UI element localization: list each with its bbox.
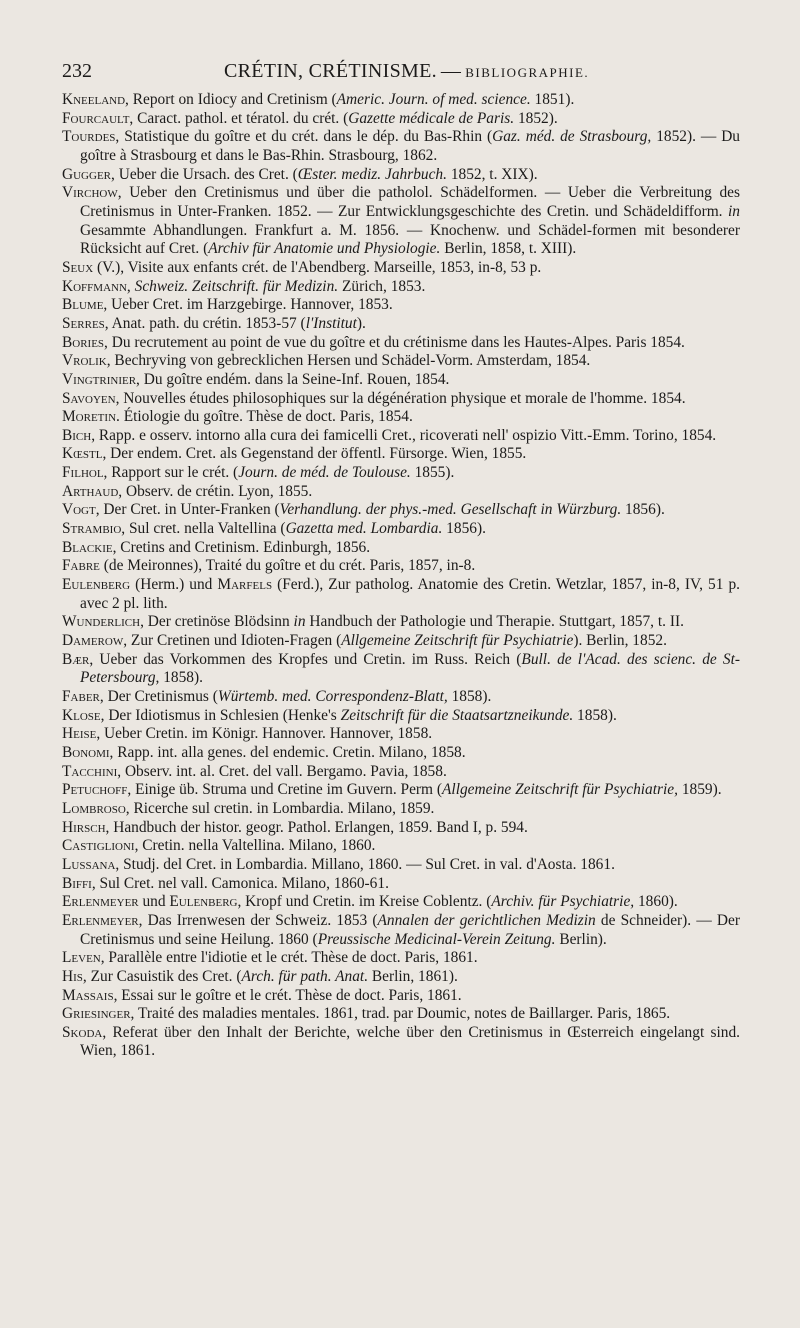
entry-author: Erlenmeyer xyxy=(62,893,139,911)
entry-text: Caract. pathol. et tératol. du crét. ( xyxy=(133,109,349,127)
entry-author: Blackie, xyxy=(62,538,117,556)
bibliography-entry xyxy=(62,91,740,110)
bibliography-entry xyxy=(62,987,740,1006)
entry-tail: Gesammte Abhandlungen. Frankfurt a. M. 1856. — Knochenw. und Schädel-formen mit besonderer Rücksicht auf Cret. ( xyxy=(80,221,740,258)
entry-text: Sul cret. nella Valtellina ( xyxy=(125,520,286,538)
entry-text: Der endem. Cret. als Gegenstand der öffentl. Fürsorge. Wien, 1855. xyxy=(106,445,527,463)
entry-journal: Archiv. für Psychiatrie, xyxy=(491,893,635,911)
entry-text: Ueber die Ursach. des Cret. ( xyxy=(114,165,298,183)
bibliography-entry xyxy=(62,856,740,875)
entry-tail: 1859). xyxy=(677,781,722,799)
entry-author: Eulenberg xyxy=(62,576,131,594)
entry-journal: Gazetta med. Lombardia. xyxy=(285,520,443,538)
entry-author: Fabre xyxy=(62,557,100,575)
bibliography-entry xyxy=(62,166,740,185)
bibliography-entry xyxy=(62,968,740,987)
entry-author: Skoda, xyxy=(62,1023,107,1041)
bibliography-entry xyxy=(62,483,740,502)
bibliography-entry xyxy=(62,688,740,707)
entry-text: (Herm.) und xyxy=(130,576,218,594)
entry-author: Bories, xyxy=(62,333,108,351)
entry-journal: Gazette médicale de Paris. xyxy=(348,109,515,127)
entry-text: Der Idiotismus in Schlesien (Henke's xyxy=(104,706,341,724)
entry-text: Observ. de crétin. Lyon, 1855. xyxy=(122,482,313,500)
entry-tail: 1852). — Du goître à Strasbourg et dans le Bas-Rhin. Strasbourg, 1862. xyxy=(80,128,741,164)
bibliography-entry xyxy=(62,110,740,129)
bibliography-entry xyxy=(62,464,740,483)
entry-text: Das Irrenwesen der Schweiz. 1853 ( xyxy=(142,911,378,929)
bibliography-entry xyxy=(62,259,740,278)
running-title xyxy=(224,60,589,83)
entry-author: Gugger, xyxy=(62,165,115,183)
entry-author: Moretin. xyxy=(62,408,120,426)
entry-tail: 1852). xyxy=(514,109,558,127)
entry-text: Studj. del Cret. in Lombardia. Millano, 1860. — Sul Cret. in val. d'Aosta. 1861. xyxy=(119,855,615,873)
entry-journal: Bull. de l'Acad. des scienc. de St-Petersbourg, xyxy=(80,650,741,687)
entry-journal: Journ. de méd. de Toulouse. xyxy=(238,464,411,482)
entry-text: Du goître endém. dans la Seine-Inf. Rouen, 1854. xyxy=(139,370,450,388)
entry-text: Ueber den Cretinismus und über die patholol. Schädelformen. — Ueber die Verbreitung des Cretinismus in Unter-Franken. 1852. — Zur Entwicklungsgeschichte des Cretin. und Schädeldifform. xyxy=(80,184,740,220)
entry-author: His, xyxy=(62,967,87,985)
bibliography-entry xyxy=(62,278,740,297)
entry-journal: Zeitschrift für die Staatsartzneikunde. xyxy=(340,706,574,724)
entry-author: Leven, xyxy=(62,949,105,967)
entry-tail: 1856). xyxy=(442,520,486,538)
entry-text: Du recrutement au point de vue du goître et du crétinisme dans les Hautes-Alpes. Paris 1854. xyxy=(107,333,685,351)
entry-text: Der Cretinismus ( xyxy=(103,688,218,705)
bibliography-entry xyxy=(62,651,740,688)
entry-author: Massais, xyxy=(62,986,118,1004)
bibliography-entry xyxy=(62,613,740,632)
bibliography-entry xyxy=(62,949,740,968)
bibliography-entry xyxy=(62,725,740,744)
entry-text: Cretins and Cretinism. Edinburgh, 1856. xyxy=(116,538,371,556)
entry-text: Zur Cretinen und Idioten-Fragen ( xyxy=(127,632,342,650)
entry-text: Anat. path. du crétin. 1853-57 ( xyxy=(108,314,306,332)
bibliography-entry xyxy=(62,352,740,371)
entry-journal: in xyxy=(728,202,740,220)
bibliography-entry xyxy=(62,781,740,800)
entry-author: Hirsch, xyxy=(62,818,110,836)
entry-author: Damerow, xyxy=(62,632,128,650)
entry-text: Statistique du goître et du crét. dans le dép. du Bas-Rhin ( xyxy=(119,128,493,146)
page-number: 232 xyxy=(62,60,92,82)
bibliography-entry xyxy=(62,296,740,315)
entry-journal: Arch. für path. Anat. xyxy=(241,967,369,985)
entry-journal: Schweiz. Zeitschrift. für Medizin. xyxy=(134,277,339,295)
page-header xyxy=(62,60,742,90)
entry-author: Filhol, xyxy=(62,464,108,482)
bibliography-entry xyxy=(62,875,740,894)
bibliography-entry xyxy=(62,334,740,353)
entry-text: Rapp. int. alla genes. del endemic. Cretin. Milano, 1858. xyxy=(113,743,466,761)
entry-author: Seux xyxy=(62,258,94,276)
entry-text: Essai sur le goître et le crét. Thèse de doct. Paris, 1861. xyxy=(117,986,462,1004)
entry-text: Ueber das Vorkommen des Kropfes und Cretin. im Russ. Reich ( xyxy=(93,650,522,668)
entry-tail: 1858). xyxy=(447,688,492,705)
entry-tail: 1852, t. XIX). xyxy=(446,165,538,183)
bibliography-entry xyxy=(62,707,740,726)
bibliography-entry xyxy=(62,427,740,446)
entry-text: Handbuch der histor. geogr. Pathol. Erlangen, 1859. Band I, p. 594. xyxy=(109,818,528,836)
bibliography-entry xyxy=(62,371,740,390)
bibliography-entry xyxy=(62,893,740,912)
entry-author: Castiglioni, xyxy=(62,837,139,855)
bibliography-entry xyxy=(62,744,740,763)
entry-journal: Americ. Journ. of med. science. xyxy=(336,91,531,108)
entry-tail: ). Berlin, 1852. xyxy=(573,632,667,650)
entry-author: Wunderlich, xyxy=(62,613,144,631)
entry-tail: 1855). xyxy=(410,464,455,482)
entry-author: Tacchini, xyxy=(62,762,122,780)
entry-text: Zur Casuistik des Cret. ( xyxy=(86,967,242,985)
entry-author: Kneeland, xyxy=(62,91,129,108)
entry-author: Faber, xyxy=(62,688,104,705)
entry-coauthor: Marfels xyxy=(217,576,273,594)
entry-author: Blume, xyxy=(62,296,108,314)
entry-tail: 1858). xyxy=(573,706,617,724)
bibliography-entry xyxy=(62,408,740,427)
entry-journal: Verhandlung. der phys.-med. Gesellschaft in Würzburg. xyxy=(279,501,622,519)
entry-tail: 1851). xyxy=(530,91,575,108)
entry-author: Savoyen, xyxy=(62,389,120,407)
entry-tail: de Schneider). — Der Cretinismus und seine Heilung. 1860 ( xyxy=(80,911,740,948)
bibliography-entry xyxy=(62,557,740,576)
bibliography-entry xyxy=(62,800,740,819)
bibliography-list xyxy=(62,91,740,1061)
entry-author: Bær, xyxy=(62,650,94,668)
bibliography-entry xyxy=(62,1005,740,1024)
entry-author: Koffmann, xyxy=(62,277,131,295)
entry-text: Sul Cret. nel vall. Camonica. Milano, 1860-61. xyxy=(95,874,389,892)
entry-tail: ). xyxy=(356,314,366,332)
entry-tail: (Ferd.), Zur patholog. Anatomie des Cretin. Wetzlar, 1857, in-8, IV, 51 p. avec 2 pl. lith. xyxy=(80,576,740,612)
entry-text: Rapport sur le crét. ( xyxy=(107,464,239,482)
entry-tail: 1858). xyxy=(159,669,203,687)
entry-author: Fourcault, xyxy=(62,109,134,127)
entry-text: Bechryving von gebrecklichen Hersen und Schädel-Vorm. Amsterdam, 1854. xyxy=(110,352,591,370)
entry-author: Griesinger, xyxy=(62,1005,135,1023)
entry-author: Lussana, xyxy=(62,855,120,873)
entry-text: Der cretinöse Blödsinn xyxy=(143,613,294,631)
entry-tail: Berlin, 1858, t. XIII). xyxy=(440,240,577,258)
entry-text: und xyxy=(138,893,170,911)
bibliography-entry xyxy=(62,184,740,259)
entry-author: Tourdes, xyxy=(62,128,120,146)
entry-tail: Kropf und Cretin. im Kreise Coblentz. ( xyxy=(241,893,492,911)
entry-author: Strambio, xyxy=(62,520,126,538)
entry-author: Virchow, xyxy=(62,184,122,202)
bibliography-entry xyxy=(62,501,740,520)
entry-journal: Œster. mediz. Jahrbuch. xyxy=(297,165,447,183)
entry-text: Ricerche sul cretin. in Lombardia. Milano, 1859. xyxy=(129,799,435,817)
entry-author: Vrolik, xyxy=(62,352,111,370)
bibliography-entry xyxy=(62,837,740,856)
entry-text: (de Meironnes), Traité du goître et du crét. Paris, 1857, in-8. xyxy=(99,557,476,575)
entry-journal: Würtemb. med. Correspondenz-Blatt, xyxy=(217,688,448,705)
entry-tail: 1860). xyxy=(634,893,678,911)
bibliography-entry xyxy=(62,1024,740,1061)
entry-journal: l'Institut xyxy=(305,314,357,332)
entry-author: Lombroso, xyxy=(62,799,130,817)
entry-text: Étiologie du goître. Thèse de doct. Paris, 1854. xyxy=(119,408,413,426)
entry-journal: Archiv für Anatomie und Physiologie. xyxy=(208,240,441,258)
entry-author: Erlenmeyer, xyxy=(62,911,143,929)
bibliography-entry xyxy=(62,390,740,409)
entry-journal: Allgemeine Zeitschrift für Psychiatrie, xyxy=(442,781,678,799)
entry-author: Klose, xyxy=(62,706,105,724)
bibliography-entry xyxy=(62,576,740,613)
entry-text: (V.), Visite aux enfants crét. de l'Abendberg. Marseille, 1853, in-8, 53 p. xyxy=(93,258,542,276)
entry-text: Parallèle entre l'idiotie et le crét. Thèse de doct. Paris, 1861. xyxy=(104,949,478,967)
entry-author: Serres, xyxy=(62,314,109,332)
entry-tail: Berlin). xyxy=(555,930,607,948)
bibliography-entry xyxy=(62,445,740,464)
entry-journal: Allgemeine Zeitschrift für Psychiatrie xyxy=(341,632,574,650)
bibliography-entry xyxy=(62,632,740,651)
entry-text: Ueber Cretin. im Königr. Hannover. Hannover, 1858. xyxy=(100,725,433,743)
entry-journal: Annalen der gerichtlichen Medizin xyxy=(377,911,596,929)
bibliography-entry xyxy=(62,128,740,165)
entry-author: Bich, xyxy=(62,426,96,444)
entry-journal: Gaz. méd. de Strasbourg, xyxy=(492,128,652,146)
entry-author: Vingtrinier, xyxy=(62,370,140,388)
entry-text: Nouvelles études philosophiques sur la dégénération physique et morale de l'homme. 1854. xyxy=(119,389,686,407)
entry-author: Vogt, xyxy=(62,501,100,519)
entry-journal: Preussische Medicinal-Verein Zeitung. xyxy=(317,930,556,948)
entry-tail: 1856). xyxy=(621,501,665,519)
entry-tail: Handbuch der Pathologie und Therapie. Stuttgart, 1857, t. II. xyxy=(305,613,684,631)
running-title-section: BIBLIOGRAPHIE. xyxy=(465,65,590,80)
entry-text: Traité des maladies mentales. 1861, trad. par Doumic, notes de Baillarger. Paris, 1865. xyxy=(134,1005,671,1023)
title-dash: — xyxy=(440,60,462,82)
bibliography-entry xyxy=(62,819,740,838)
entry-journal: in xyxy=(293,613,306,631)
bibliography-entry xyxy=(62,315,740,334)
entry-author: Kœstl, xyxy=(62,445,107,463)
entry-coauthor: Eulenberg, xyxy=(169,893,242,911)
running-title-main: CRÉTIN, CRÉTINISME. xyxy=(224,60,437,82)
entry-author: Bonomi, xyxy=(62,743,114,761)
entry-text: Referat über den Inhalt der Berichte, welche über den Cretinismus in Œsterreich eingelangt sind. Wien, 1861. xyxy=(80,1023,740,1060)
bibliography-entry xyxy=(62,520,740,539)
entry-author: Heise, xyxy=(62,725,101,743)
bibliography-entry xyxy=(62,539,740,558)
entry-author: Biffi, xyxy=(62,874,96,892)
entry-tail: Zürich, 1853. xyxy=(338,277,426,295)
entry-text: Einige üb. Struma und Cretine im Guvern. Perm ( xyxy=(131,781,443,799)
entry-tail: Berlin, 1861). xyxy=(368,967,458,985)
bibliography-entry xyxy=(62,912,740,949)
bibliography-entry xyxy=(62,763,740,782)
entry-text: Report on Idiocy and Cretinism ( xyxy=(128,91,337,108)
entry-author: Petuchoff, xyxy=(62,781,132,799)
entry-text: Der Cret. in Unter-Franken ( xyxy=(99,501,280,519)
entry-text: Ueber Cret. im Harzgebirge. Hannover, 1853. xyxy=(107,296,393,314)
entry-text: Rapp. e osserv. intorno alla cura dei famicelli Cret., ricoverati nell' ospizio Vitt.-Emm. Torino, 1854. xyxy=(95,426,717,444)
entry-text: Observ. int. al. Cret. del vall. Bergamo. Pavia, 1858. xyxy=(121,762,447,780)
entry-text: Cretin. nella Valtellina. Milano, 1860. xyxy=(138,837,376,855)
entry-author: Arthaud, xyxy=(62,482,123,500)
